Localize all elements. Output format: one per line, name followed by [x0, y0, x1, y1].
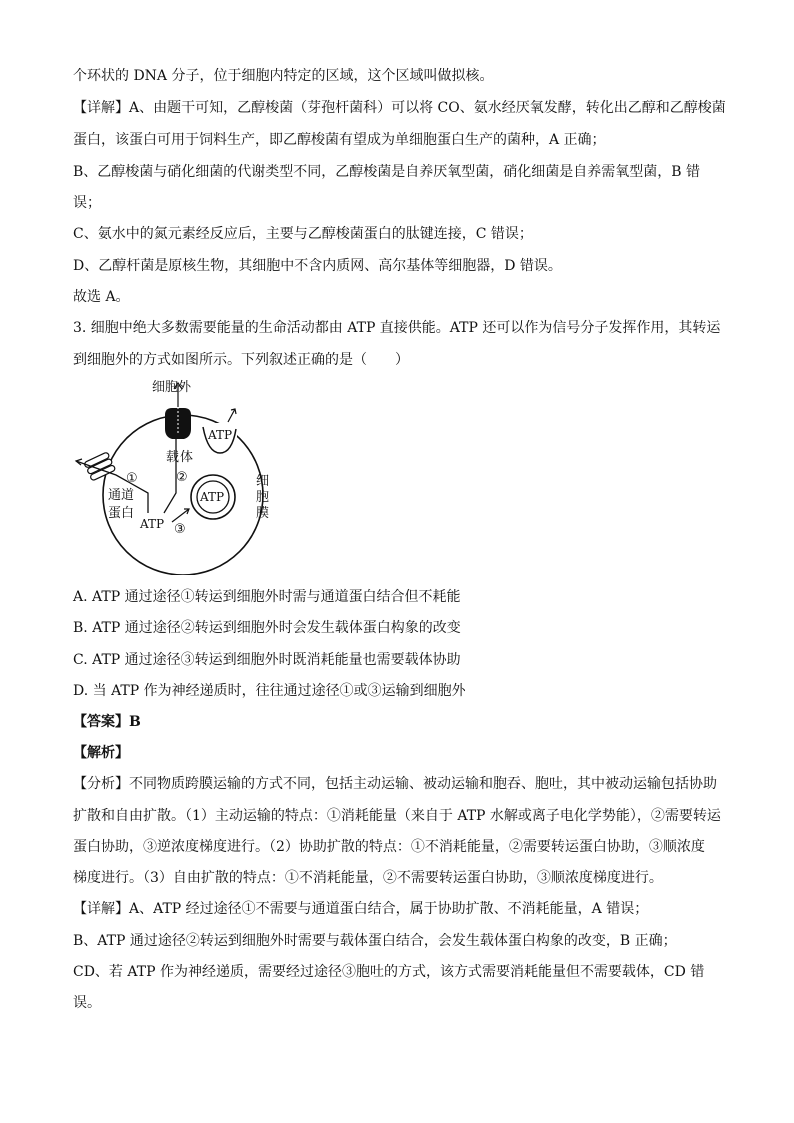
- text-line: 误；: [73, 195, 101, 211]
- question-stem: 到细胞外的方式如图所示。下列叙述正确的是（ ）: [73, 352, 409, 368]
- label-atp-vesicle: ATP: [200, 490, 225, 504]
- label-atp-released: ATP: [208, 428, 233, 442]
- label-path-3: ③: [174, 522, 186, 537]
- label-atp-cytoplasm: ATP: [140, 517, 165, 531]
- path-3-arrow: [172, 509, 189, 522]
- question-stem: 3. 细胞中绝大多数需要能量的生命活动都由 ATP 直接供能。ATP 还可以作为信号分子发挥作用，其转运: [73, 320, 721, 336]
- label-membrane-2: 胞: [256, 490, 270, 505]
- option-b: B. ATP 通过途径②转运到细胞外时会发生载体蛋白构象的改变: [73, 620, 461, 636]
- label-channel-2: 蛋白: [108, 506, 135, 521]
- analysis-line: 【分析】不同物质跨膜运输的方式不同，包括主动运输、被动运输和胞吞、胞吐，其中被动运输包括协助: [73, 776, 717, 792]
- analysis-line: 梯度进行。（3）自由扩散的特点：①不消耗能量，②不需要转运蛋白协助，③顺浓度梯度进行。: [73, 870, 663, 886]
- text-line: B、乙醇梭菌与硝化细菌的代谢类型不同，乙醇梭菌是自养厌氧型菌，硝化细菌是自养需氧型菌，B 错: [73, 164, 701, 180]
- exocytosis-arrow: [228, 409, 235, 422]
- label-membrane-3: 膜: [256, 506, 270, 521]
- label-carrier-2: 体: [180, 450, 194, 465]
- text-line: 蛋白，该蛋白可用于饲料生产，即乙醇梭菌有望成为单细胞蛋白生产的菌种，A 正确；: [73, 132, 606, 148]
- label-outside: 细胞外: [152, 380, 192, 395]
- analysis-line: 蛋白协助，③逆浓度梯度进行。（2）协助扩散的特点：①不消耗能量，②需要转运蛋白协助，③顺浓度: [73, 839, 705, 855]
- text-line: C、氨水中的氮元素经反应后，主要与乙醇梭菌蛋白的肽键连接，C 错误；: [73, 226, 533, 242]
- analysis-line: 【详解】A、ATP 经过途径①不需要与通道蛋白结合，属于协助扩散、不消耗能量，A 错误；: [73, 901, 649, 917]
- option-d: D. 当 ATP 作为神经递质时，往往通过途径①或③运输到细胞外: [73, 683, 466, 699]
- analysis-line: B、ATP 通过途径②转运到细胞外时需要与载体蛋白结合，会发生载体蛋白构象的改变，B 正确；: [73, 933, 677, 949]
- option-c: C. ATP 通过途径③转运到细胞外时既消耗能量也需要载体协助: [73, 652, 461, 668]
- text-line: 个环状的 DNA 分子，位于细胞内特定的区域，这个区域叫做拟核。: [73, 68, 494, 84]
- text-line: D、乙醇杆菌是原核生物，其细胞中不含内质网、高尔基体等细胞器，D 错误。: [73, 258, 562, 274]
- text-line: 【详解】A、由题干可知，乙醇梭菌（芽孢杆菌科）可以将 CO、氨水经厌氧发酵，转化出乙醇和乙醇梭菌: [73, 100, 726, 116]
- label-path-2: ②: [176, 470, 188, 485]
- answer-line: 【答案】B: [73, 714, 141, 730]
- atp-transport-diagram: [68, 375, 288, 575]
- label-carrier-1: 载: [166, 450, 180, 465]
- text-line: 故选 A。: [73, 289, 130, 305]
- channel-protein: [84, 452, 116, 481]
- analysis-line: 扩散和自由扩散。（1）主动运输的特点：①消耗能量（来自于 ATP 水解或离子电化学势能），②需要转运: [73, 808, 721, 824]
- label-channel-1: 通道: [108, 488, 135, 503]
- analysis-heading: 【解析】: [73, 745, 129, 761]
- label-membrane-1: 细: [256, 474, 270, 489]
- analysis-line: 误。: [73, 995, 101, 1011]
- label-path-1: ①: [126, 471, 138, 486]
- analysis-line: CD、若 ATP 作为神经递质，需要经过途径③胞吐的方式，该方式需要消耗能量但不需要载体，CD 错: [73, 964, 705, 980]
- option-a: A. ATP 通过途径①转运到细胞外时需与通道蛋白结合但不耗能: [73, 589, 461, 605]
